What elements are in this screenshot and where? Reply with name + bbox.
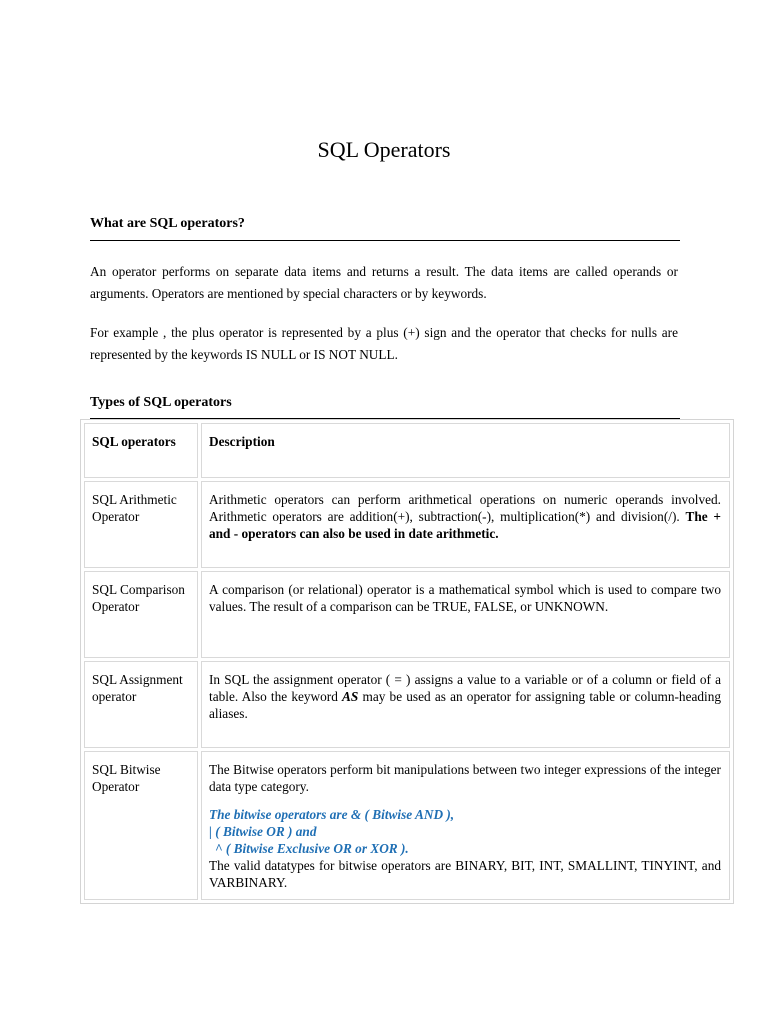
page-title: SQL Operators — [317, 137, 451, 162]
operator-desc-bitwise — [201, 751, 730, 900]
desc-text-b: may be used as an operator for assigning table or column-heading aliases. — [209, 689, 722, 721]
operator-name-bitwise: SQL Bitwise Operator — [84, 751, 198, 900]
table-row — [84, 751, 730, 900]
example-paragraph: For example , the plus operator is represented by a plus (+) sign and the operator that checks for nulls are represented by the keywords IS NULL or IS NOT NULL. — [90, 325, 678, 362]
operator-name-assignment: SQL Assignment operator — [84, 661, 198, 748]
bitwise-list-line-3: ^ ( Bitwise Exclusive OR or XOR ). — [215, 841, 409, 856]
table-row — [84, 571, 730, 658]
desc-text: The Bitwise operators perform bit manipulations between two integer expressions of the integer data type category. — [209, 762, 721, 794]
operator-name-arithmetic: SQL Arithmetic Operator — [84, 481, 198, 568]
table-row — [84, 661, 730, 748]
operator-desc-arithmetic — [201, 481, 730, 568]
desc-bold-text: The + and - operators can also be used in date arithmetic. — [209, 509, 721, 541]
section-heading-what-are: What are SQL operators? — [90, 215, 680, 241]
intro-paragraph: An operator performs on separate data items and returns a result. The data items are called operands or arguments. Operators are mentioned by special characters or by keywords. — [90, 264, 678, 301]
desc-text: Arithmetic operators can perform arithmetical operations on numeric operands involved. Arithmetic operators are addition(+), subtraction(-), multiplication(*) and division(/). — [209, 492, 721, 524]
operator-name-comparison: SQL Comparison Operator — [84, 571, 198, 658]
table-row — [84, 481, 730, 568]
desc-text-end: The valid datatypes for bitwise operators are BINARY, BIT, INT, SMALLINT, TINYINT, and VARBINARY. — [209, 858, 721, 890]
column-header-operators: SQL operators — [84, 423, 198, 478]
bitwise-list-line-2: | ( Bitwise OR ) and — [209, 824, 317, 839]
operator-desc-comparison: A comparison (or relational) operator is a mathematical symbol which is used to compare two values. The result of a comparison can be TRUE, FALSE, or UNKNOWN. — [201, 571, 730, 658]
bitwise-list-line-1: The bitwise operators are & ( Bitwise AND ), — [209, 807, 455, 822]
operator-desc-assignment — [201, 661, 730, 748]
desc-text-a: In SQL the assignment operator ( = ) assigns a value to a variable or of a column or field of a table. Also the keyword — [209, 672, 721, 704]
column-header-description: Description — [201, 423, 730, 478]
table-header-row — [84, 423, 730, 478]
keyword-as: AS — [342, 689, 359, 704]
operators-table — [80, 419, 734, 904]
section-heading-types: Types of SQL operators — [90, 394, 680, 419]
